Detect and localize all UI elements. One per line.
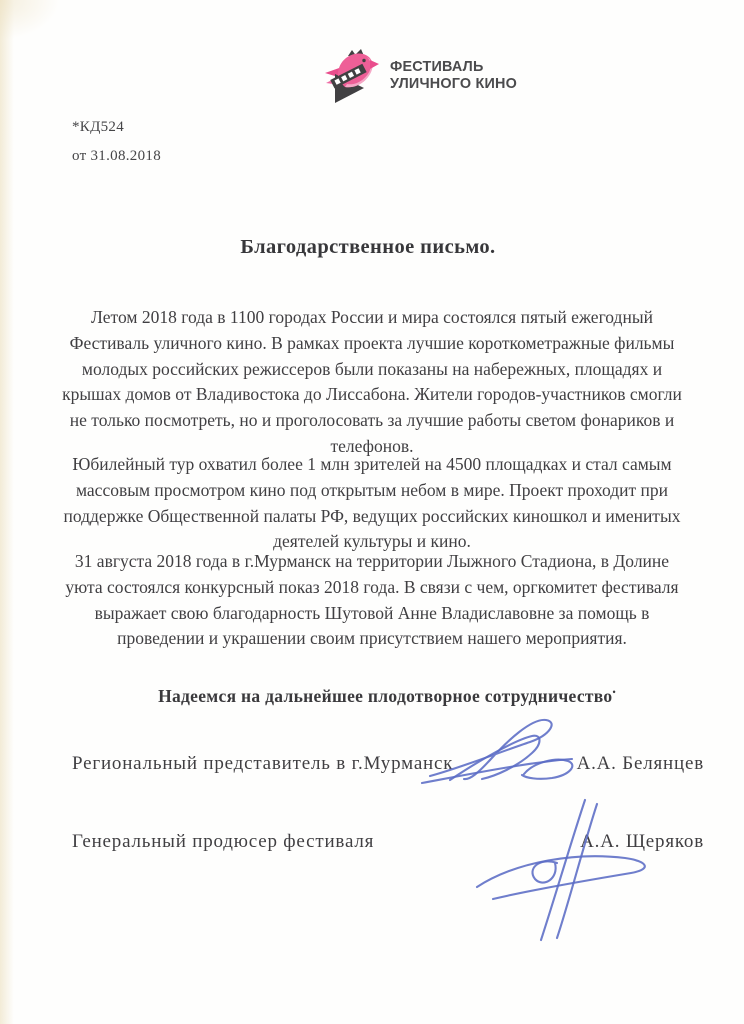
- reference-number: *КД524: [72, 119, 125, 135]
- signature-name-belyantsev: А.А. Белянцев: [576, 753, 704, 774]
- signature-role-producer: Генеральный продюсер фестиваля: [72, 831, 375, 852]
- signature-row-regional: [72, 753, 704, 775]
- letter-title: Благодарственное письмо.: [240, 236, 496, 258]
- closing-text: Надеемся на дальнейшее плодотворное сотрудничество: [158, 686, 613, 706]
- festival-bird-logo-icon: [323, 46, 381, 104]
- reference-block: [72, 113, 161, 171]
- paragraph-3: 31 августа 2018 года в г.Мурманск на территории Лыжного Стадиона, в Долине уюта состоялся конкурсный показ 2018 года. В связи с чем, оргкомитет фестиваля выражает свою благодарность Шутовой Анне Владиславовне за помощь в проведении и украшении своим присутствием нашего мероприятия.: [65, 551, 679, 649]
- paragraph-1: Летом 2018 года в 1100 городах России и мира состоялся пятый ежегодный Фестиваль уличного кино. В рамках проекта лучшие короткометражные фильмы молодых российских режиссеров были показаны на набережных, площадях и крышах домов от Владивостока до Лиссабона. Жители городов-участников смогли не только посмотреть, но и проголосовать за лучшие работы светом фонариков и телефонов.: [62, 307, 682, 456]
- signature-row-producer: [72, 831, 704, 853]
- logo-line1: ФЕСТИВАЛЬ: [390, 58, 484, 75]
- reference-date: от 31.08.2018: [72, 148, 162, 164]
- festival-logo-text: [390, 58, 517, 92]
- paragraph-2: Юбилейный тур охватил более 1 млн зрителей на 4500 площадках и стал самым массовым просмотром кино под открытым небом в мире. Проект проходит при поддержке Общественной палаты РФ, ведущих российских киношкол и именитых деятелей культуры и кино.: [63, 454, 681, 552]
- signature-name-shcheryakov: А.А. Щеряков: [580, 831, 704, 852]
- festival-logo: [323, 46, 522, 104]
- signature-role-regional: Региональный представитель в г.Мурманск: [72, 753, 454, 774]
- closing-footnote-mark: •: [612, 687, 616, 698]
- signature-ink-shcheryakov-icon: [473, 797, 668, 942]
- closing-line: [30, 686, 744, 707]
- logo-line2: УЛИЧНОГО КИНО: [390, 75, 518, 92]
